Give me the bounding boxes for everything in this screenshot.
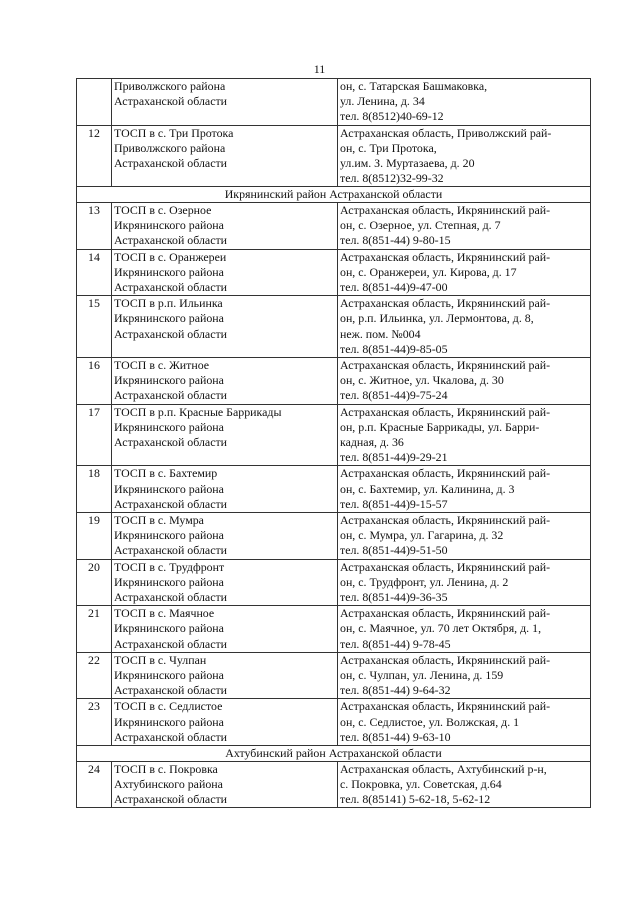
office-name-line: ТОСП в с. Покровка: [114, 761, 218, 776]
office-name-line: Астраханской области: [114, 543, 228, 558]
office-name-line: Астраханской области: [114, 233, 228, 248]
office-name-cell: [112, 125, 338, 187]
office-name-line: ТОСП в с. Трудфронт: [114, 559, 225, 574]
address-line: он, с. Седлистое, ул. Волжская, д. 1: [340, 714, 520, 729]
table-row: [77, 249, 591, 296]
office-name-cell: [112, 606, 338, 653]
office-name-cell: [112, 652, 338, 699]
registry-table: [76, 78, 591, 808]
office-name-cell: [112, 79, 338, 126]
row-number: 20: [77, 559, 112, 606]
address-line: он, р.п. Ильинка, ул. Лермонтова, д. 8,: [340, 311, 534, 326]
office-name-line: Астраханской области: [114, 434, 228, 449]
table-row: [77, 559, 591, 606]
address-line: тел. 8(851-44)9-75-24: [340, 388, 448, 403]
office-name-line: Астраханской области: [114, 94, 228, 109]
address-line: он, с. Чулпан, ул. Ленина, д. 159: [340, 668, 504, 683]
row-number: 19: [77, 512, 112, 559]
office-name-line: ТОСП в р.п. Ильинка: [114, 296, 223, 311]
address-line: тел. 8(851-44)9-85-05: [340, 341, 448, 356]
address-line: он, с. Татарская Башмаковка,: [340, 79, 488, 93]
address-line: Астраханская область, Ахтубинский р-н,: [340, 761, 547, 776]
section-header-row: [77, 187, 591, 203]
address-cell: [338, 357, 591, 404]
office-name-line: ТОСП в с. Озерное: [114, 202, 212, 217]
address-line: Астраханская область, Икрянинский рай-: [340, 296, 551, 311]
address-line: он, с. Оранжереи, ул. Кирова, д. 17: [340, 264, 517, 279]
address-line: Астраханская область, Икрянинский рай-: [340, 249, 551, 264]
address-line: Астраханская область, Икрянинский рай-: [340, 512, 551, 527]
address-line: Астраханская область, Икрянинский рай-: [340, 652, 551, 667]
office-name-line: Икрянинского района: [114, 264, 224, 279]
address-cell: [338, 606, 591, 653]
address-line: ул. Ленина, д. 34: [340, 94, 425, 109]
office-name-cell: [112, 699, 338, 746]
row-number: 17: [77, 404, 112, 466]
row-number: 16: [77, 357, 112, 404]
address-line: тел. 8(851-44)9-36-35: [340, 590, 448, 604]
address-line: Астраханская область, Икрянинский рай-: [340, 404, 551, 419]
address-line: с. Покровка, ул. Советская, д.64: [340, 776, 502, 791]
address-line: неж. пом. №004: [340, 326, 421, 341]
address-line: Астраханская область, Икрянинский рай-: [340, 606, 551, 621]
address-line: Астраханская область, Приволжский рай-: [340, 125, 552, 140]
address-line: он, с. Маячное, ул. 70 лет Октября, д. 1,: [340, 621, 542, 636]
address-line: тел. 8(8512)32-99-32: [340, 171, 444, 186]
office-name-line: Икрянинского района: [114, 419, 224, 434]
address-cell: [338, 404, 591, 466]
address-line: тел. 8(851-44)9-47-00: [340, 279, 448, 294]
office-name-line: Икрянинского района: [114, 668, 224, 683]
table-row: [77, 761, 591, 808]
row-number: 22: [77, 652, 112, 699]
address-line: тел. 8(85141) 5-62-18, 5-62-12: [340, 791, 491, 806]
section-header-row: [77, 746, 591, 762]
office-name-line: ТОСП в с. Оранжереи: [114, 249, 227, 264]
address-cell: [338, 79, 591, 126]
office-name-line: Астраханской области: [114, 326, 228, 341]
table-row: [77, 652, 591, 699]
table-row: [77, 357, 591, 404]
office-name-line: Астраханской области: [114, 683, 228, 698]
office-name-cell: [112, 559, 338, 606]
address-line: он, с. Три Протока,: [340, 140, 437, 155]
address-line: Астраханская область, Икрянинский рай-: [340, 202, 551, 217]
table-row: [77, 606, 591, 653]
office-name-line: Астраханской области: [114, 388, 228, 403]
office-name-line: Икрянинского района: [114, 714, 224, 729]
address-cell: [338, 466, 591, 513]
office-name-line: ТОСП в с. Маячное: [114, 606, 215, 621]
address-line: тел. 8(851-44)9-15-57: [340, 496, 448, 511]
address-line: ул.им. З. Муртазаева, д. 20: [340, 156, 475, 171]
office-name-line: Астраханской области: [114, 729, 228, 744]
office-name-line: ТОСП в р.п. Красные Баррикады: [114, 404, 282, 419]
row-number: 21: [77, 606, 112, 653]
address-line: кадная, д. 36: [340, 434, 404, 449]
address-line: он, с. Бахтемир, ул. Калинина, д. 3: [340, 481, 515, 496]
office-name-cell: [112, 761, 338, 808]
office-name-cell: [112, 512, 338, 559]
address-cell: [338, 652, 591, 699]
office-name-line: Астраханской области: [114, 496, 228, 511]
table-row: [77, 404, 591, 466]
office-name-line: Приволжского района: [114, 79, 226, 93]
address-line: Астраханская область, Икрянинский рай-: [340, 466, 551, 481]
office-name-cell: [112, 466, 338, 513]
office-name-line: Икрянинского района: [114, 621, 224, 636]
address-line: он, с. Трудфронт, ул. Ленина, д. 2: [340, 574, 509, 589]
office-name-line: Астраханской области: [114, 156, 228, 171]
row-number: 23: [77, 699, 112, 746]
address-cell: [338, 249, 591, 296]
office-name-line: Икрянинского района: [114, 574, 224, 589]
address-line: он, с. Житное, ул. Чкалова, д. 30: [340, 373, 504, 388]
address-line: тел. 8(851-44)9-29-21: [340, 450, 448, 465]
office-name-line: ТОСП в с. Седлистое: [114, 699, 223, 714]
address-line: он, р.п. Красные Баррикады, ул. Барри-: [340, 419, 540, 434]
section-title: Икрянинский район Астраханской области: [77, 187, 591, 203]
office-name-cell: [112, 296, 338, 358]
row-number: 15: [77, 296, 112, 358]
office-name-line: Астраханской области: [114, 791, 228, 806]
office-name-line: Икрянинского района: [114, 311, 224, 326]
office-name-line: ТОСП в с. Бахтемир: [114, 466, 218, 481]
office-name-line: Икрянинского района: [114, 373, 224, 388]
table-row: [77, 79, 591, 126]
table-row: [77, 202, 591, 249]
office-name-cell: [112, 249, 338, 296]
address-line: он, с. Мумра, ул. Гагарина, д. 32: [340, 528, 504, 543]
table-row: [77, 125, 591, 187]
office-name-line: Приволжского района: [114, 140, 226, 155]
address-cell: [338, 761, 591, 808]
table-row: [77, 466, 591, 513]
address-line: он, с. Озерное, ул. Степная, д. 7: [340, 218, 501, 233]
office-name-line: ТОСП в с. Чулпан: [114, 652, 207, 667]
address-line: тел. 8(851-44) 9-80-15: [340, 233, 451, 248]
row-number: [77, 79, 112, 126]
office-name-cell: [112, 404, 338, 466]
address-cell: [338, 559, 591, 606]
address-line: тел. 8(851-44)9-51-50: [340, 543, 448, 558]
address-line: Астраханская область, Икрянинский рай-: [340, 699, 551, 714]
office-name-line: ТОСП в с. Мумра: [114, 512, 204, 527]
registry-table-body: [77, 79, 591, 808]
office-name-line: Астраханской области: [114, 279, 228, 294]
page-number: 11: [313, 62, 326, 76]
office-name-cell: [112, 202, 338, 249]
address-cell: [338, 202, 591, 249]
row-number: 12: [77, 125, 112, 187]
address-cell: [338, 512, 591, 559]
office-name-line: Икрянинского района: [114, 218, 224, 233]
table-row: [77, 512, 591, 559]
office-name-line: Икрянинского района: [114, 528, 224, 543]
table-row: [77, 699, 591, 746]
table-row: [77, 296, 591, 358]
address-line: тел. 8(8512)40-69-12: [340, 109, 444, 124]
office-name-line: ТОСП в с. Три Протока: [114, 125, 234, 140]
section-title: Ахтубинский район Астраханской области: [77, 746, 591, 762]
office-name-line: Ахтубинского района: [114, 776, 223, 791]
row-number: 24: [77, 761, 112, 808]
address-cell: [338, 296, 591, 358]
row-number: 14: [77, 249, 112, 296]
office-name-line: Астраханской области: [114, 590, 228, 604]
office-name-line: Астраханской области: [114, 636, 228, 651]
office-name-line: ТОСП в с. Житное: [114, 357, 210, 372]
address-line: Астраханская область, Икрянинский рай-: [340, 357, 551, 372]
row-number: 18: [77, 466, 112, 513]
row-number: 13: [77, 202, 112, 249]
address-line: Астраханская область, Икрянинский рай-: [340, 559, 551, 574]
office-name-cell: [112, 357, 338, 404]
address-line: тел. 8(851-44) 9-63-10: [340, 729, 451, 744]
address-line: тел. 8(851-44) 9-64-32: [340, 683, 451, 698]
address-cell: [338, 699, 591, 746]
address-line: тел. 8(851-44) 9-78-45: [340, 636, 451, 651]
address-cell: [338, 125, 591, 187]
office-name-line: Икрянинского района: [114, 481, 224, 496]
